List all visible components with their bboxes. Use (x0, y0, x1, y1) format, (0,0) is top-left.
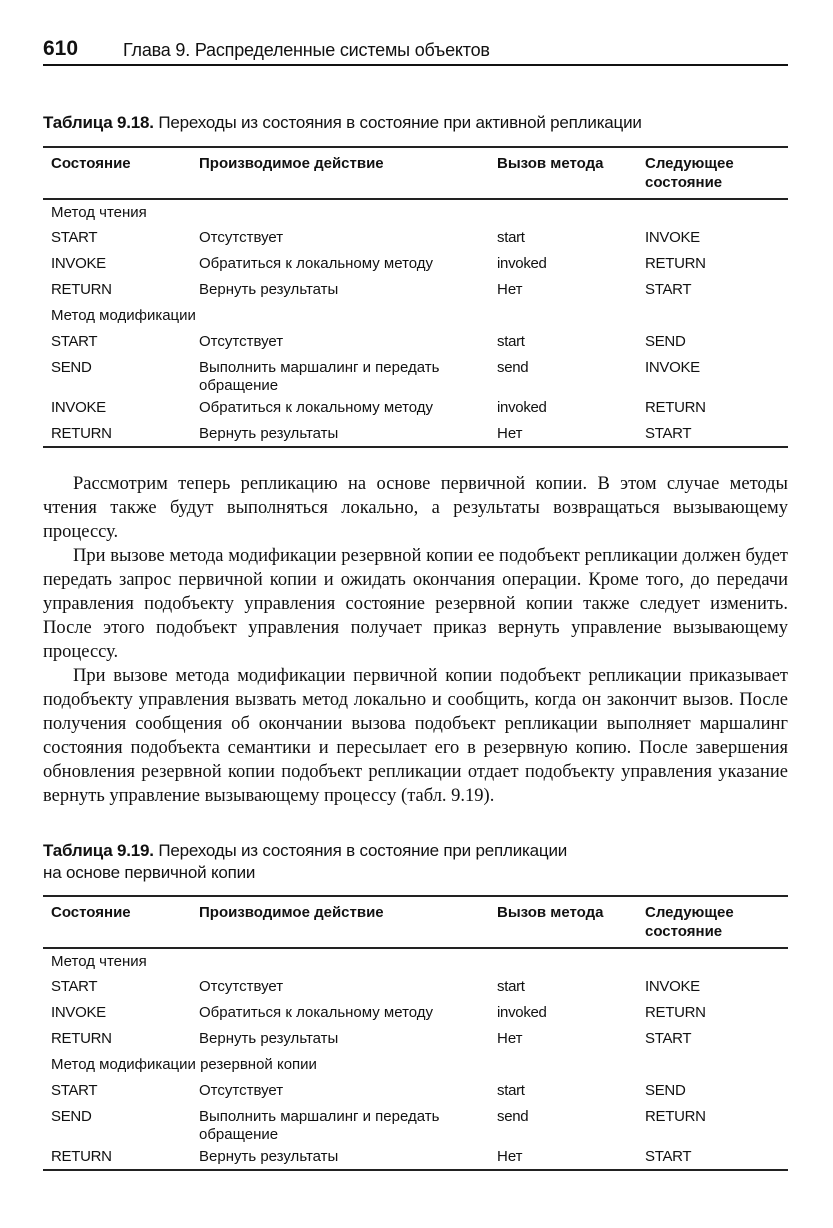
cell-next: INVOKE (645, 229, 700, 246)
cell-call: Нет (489, 1144, 637, 1170)
header-method-call: Вызов метода (489, 147, 637, 199)
header-action: Производимое действие (191, 896, 489, 948)
cell-action: Обратиться к локальному методу (199, 399, 434, 416)
cell-next: SEND (645, 333, 686, 350)
header-method-call: Вызов метода (489, 896, 637, 948)
table-row (43, 974, 788, 1000)
cell-next: START (637, 421, 788, 447)
table-row (43, 251, 788, 277)
cell-state: START (51, 1082, 98, 1099)
cell-action: Выполнить маршалинг и передать обращение (199, 1108, 440, 1143)
table-header-row (43, 147, 788, 199)
cell-action: Отсутствует (199, 1082, 284, 1099)
header-action: Производимое действие (191, 147, 489, 199)
table-header-row (43, 896, 788, 948)
cell-call: invoked (497, 255, 547, 272)
group-row (43, 303, 788, 329)
table-9-18 (43, 146, 788, 448)
cell-action: Обратиться к локальному методу (199, 1004, 434, 1021)
cell-action: Вернуть результаты (191, 1144, 489, 1170)
cell-call: Нет (497, 281, 523, 298)
table-row (43, 277, 788, 303)
cell-call: start (497, 333, 525, 350)
header-state: Состояние (43, 896, 191, 948)
caption-text: Переходы из состояния в состояние при репликации (153, 841, 568, 860)
table-row (43, 329, 788, 355)
cell-call: start (497, 978, 525, 995)
header-next-state: Следующее состояние (637, 896, 788, 948)
paragraph: При вызове метода модификации резервной копии ее подобъект репликации должен будет передать запрос первичной копии и ожидать окончания операции. Кроме того, до передачи управления подобъекту управления состояние резервной копии также следует изменить. После этого подобъект управления получает приказ вернуть управление вызывающему процессу. (43, 546, 788, 662)
cell-state: RETURN (43, 1144, 191, 1170)
cell-state: RETURN (51, 1030, 112, 1047)
group-title: Метод модификации (51, 307, 196, 324)
cell-state: START (51, 333, 98, 350)
cell-next: START (637, 1144, 788, 1170)
cell-action: Вернуть результаты (191, 421, 489, 447)
group-title: Метод чтения (51, 204, 147, 221)
cell-action: Отсутствует (199, 978, 284, 995)
group-row (43, 1052, 788, 1078)
group-row (43, 199, 788, 225)
paragraph: Рассмотрим теперь репликацию на основе первичной копии. В этом случае методы чтения также будут выполняться локально, а результаты возвращаться вызывающему процессу. (43, 474, 788, 542)
cell-action: Выполнить маршалинг и передать обращение (199, 359, 440, 394)
cell-action: Вернуть результаты (199, 1030, 339, 1047)
cell-next: START (645, 1030, 692, 1047)
cell-call: Нет (497, 1030, 523, 1047)
table-row (43, 225, 788, 251)
cell-next: RETURN (645, 399, 706, 416)
cell-state: START (51, 978, 98, 995)
caption-text: Переходы из состояния в состояние при активной репликации (153, 113, 642, 132)
cell-state: RETURN (43, 421, 191, 447)
cell-next: INVOKE (645, 978, 700, 995)
cell-next: SEND (645, 1082, 686, 1099)
cell-state: SEND (51, 1108, 92, 1125)
cell-next: START (645, 281, 692, 298)
cell-call: send (497, 359, 529, 376)
cell-state: INVOKE (51, 1004, 106, 1021)
body-text (43, 472, 788, 808)
caption-label: Таблица 9.18. (43, 113, 154, 132)
table-row (43, 1000, 788, 1026)
cell-next: RETURN (645, 1108, 706, 1125)
table-9-19 (43, 895, 788, 1171)
cell-call: start (497, 1082, 525, 1099)
table-row (43, 421, 788, 447)
chapter-title: Глава 9. Распределенные системы объектов (123, 40, 490, 60)
running-head (43, 36, 788, 66)
table-row (43, 1078, 788, 1104)
group-row (43, 948, 788, 974)
cell-next: RETURN (645, 255, 706, 272)
table-9-18-caption (43, 112, 642, 134)
table-row (43, 355, 788, 395)
cell-next: INVOKE (645, 359, 700, 376)
cell-call: send (497, 1108, 529, 1125)
table-row (43, 395, 788, 421)
cell-call: invoked (497, 399, 547, 416)
cell-call: start (497, 229, 525, 246)
table-row (43, 1144, 788, 1170)
table-9-19-caption (43, 840, 567, 884)
group-title: Метод модификации резервной копии (51, 1056, 317, 1073)
header-state: Состояние (43, 147, 191, 199)
caption-text-line2: на основе первичной копии (43, 863, 256, 882)
cell-action: Вернуть результаты (199, 281, 339, 298)
table-row (43, 1026, 788, 1052)
cell-call: Нет (489, 421, 637, 447)
caption-label: Таблица 9.19. (43, 841, 154, 860)
cell-state: INVOKE (51, 255, 106, 272)
page-number: 610 (43, 37, 79, 60)
cell-state: INVOKE (51, 399, 106, 416)
table-row (43, 1104, 788, 1144)
cell-state: START (51, 229, 98, 246)
cell-action: Отсутствует (199, 333, 284, 350)
header-next-state: Следующее состояние (637, 147, 788, 199)
cell-state: RETURN (51, 281, 112, 298)
cell-next: RETURN (645, 1004, 706, 1021)
cell-state: SEND (51, 359, 92, 376)
group-title: Метод чтения (51, 953, 147, 970)
cell-action: Отсутствует (199, 229, 284, 246)
cell-action: Обратиться к локальному методу (199, 255, 434, 272)
cell-call: invoked (497, 1004, 547, 1021)
paragraph: При вызове метода модификации первичной копии подобъект репликации приказывает подобъекту управления вызвать метод локально и сообщить, когда он закончит вызов. После получения сообщения об окончании вызова подобъект репликации выполняет маршалинг состояния подобъекта семантики и пересылает его в резервную копию. После завершения обновления резервной копии подобъект репликации отдает подобъекту управления указание вернуть управление вызывающему процессу (табл. 9.19). (43, 666, 788, 806)
